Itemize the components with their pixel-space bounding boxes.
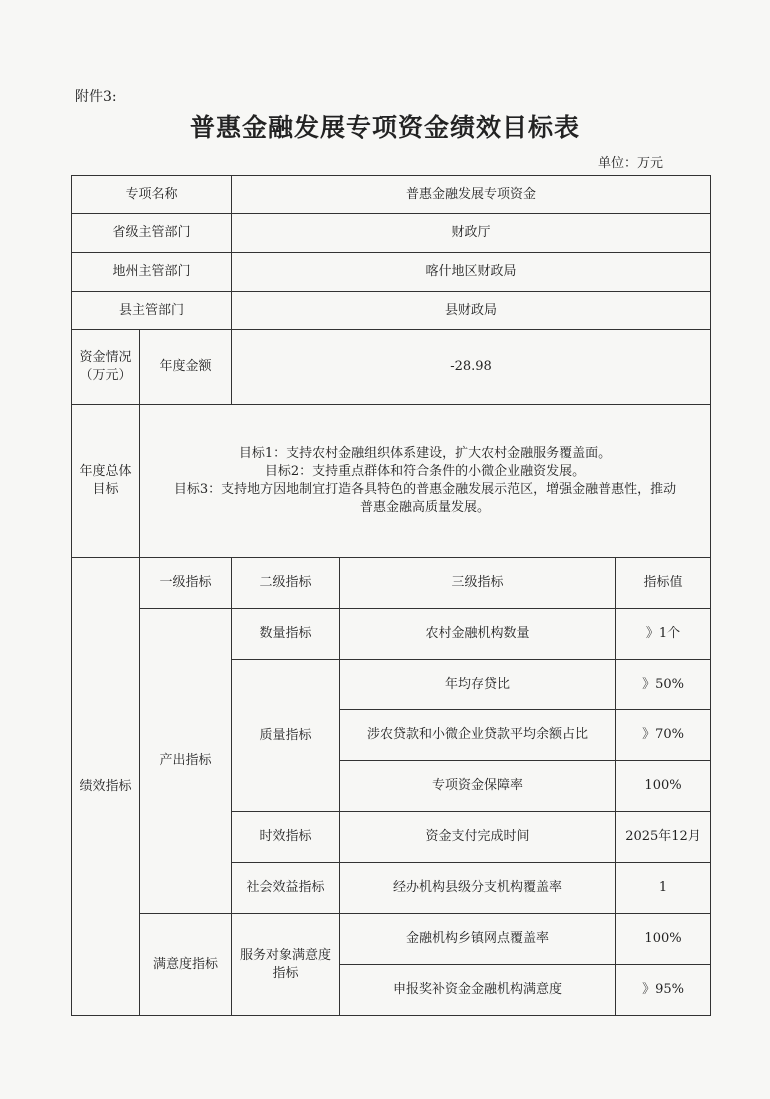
- header-level3: 三级指标: [340, 558, 616, 609]
- row-provincial-dept: [72, 214, 711, 253]
- level1-satisfaction: 满意度指标: [140, 914, 232, 1016]
- indicator-name: 农村金融机构数量: [340, 609, 616, 660]
- document-title: 普惠金融发展专项资金绩效目标表: [189, 113, 580, 142]
- county-dept-value: 县财政局: [232, 292, 711, 330]
- provincial-dept-label: 省级主管部门: [72, 214, 232, 253]
- performance-label: 绩效指标: [72, 558, 140, 1016]
- provincial-dept-value: 财政厅: [232, 214, 711, 253]
- goal-line: 目标3：支持地方因地制宜打造各具特色的普惠金融发展示范区，增强金融普惠性，推动: [173, 482, 677, 497]
- indicator-value: 100%: [616, 914, 711, 965]
- prefecture-dept-label: 地州主管部门: [72, 253, 232, 292]
- header-value: 指标值: [616, 558, 711, 609]
- table-row: [72, 914, 711, 965]
- level2-timeliness: 时效指标: [232, 812, 340, 863]
- annual-amount-value: -28.98: [232, 330, 711, 405]
- goal-line: 普惠金融高质量发展。: [360, 500, 491, 515]
- table-row: [72, 609, 711, 660]
- annual-amount-label: 年度金额: [140, 330, 232, 405]
- level2-quantity: 数量指标: [232, 609, 340, 660]
- indicator-value: 1: [616, 863, 711, 914]
- annual-goals-label: 年度总体目标: [72, 405, 140, 558]
- annual-goals-content: [140, 405, 711, 558]
- indicator-name: 资金支付完成时间: [340, 812, 616, 863]
- indicator-name: 申报奖补资金金融机构满意度: [340, 965, 616, 1016]
- indicator-value: 》95%: [616, 965, 711, 1016]
- level1-output: 产出指标: [140, 609, 232, 914]
- indicator-value: 》70%: [616, 710, 711, 761]
- indicator-name: 金融机构乡镇网点覆盖率: [340, 914, 616, 965]
- row-funds: [72, 330, 711, 405]
- indicator-value: 》50%: [616, 660, 711, 710]
- indicator-value: 》1个: [616, 609, 711, 660]
- performance-target-table: [71, 175, 711, 1016]
- attachment-label: 附件3:: [75, 89, 117, 105]
- row-prefecture-dept: [72, 253, 711, 292]
- indicator-name: 专项资金保障率: [340, 761, 616, 812]
- row-county-dept: [72, 292, 711, 330]
- project-name-value: 普惠金融发展专项资金: [232, 176, 711, 214]
- header-level1: 一级指标: [140, 558, 232, 609]
- row-indicator-headers: [72, 558, 711, 609]
- indicator-name: 涉农贷款和小微企业贷款平均余额占比: [340, 710, 616, 761]
- unit-label: 单位：万元: [598, 156, 664, 171]
- level2-quality: 质量指标: [232, 660, 340, 812]
- level2-social: 社会效益指标: [232, 863, 340, 914]
- header-level2: 二级指标: [232, 558, 340, 609]
- goal-line: 目标2：支持重点群体和符合条件的小微企业融资发展。: [264, 464, 586, 479]
- project-name-label: 专项名称: [72, 176, 232, 214]
- funds-label: 资金情况（万元）: [72, 330, 140, 405]
- indicator-value: 2025年12月: [616, 812, 711, 863]
- prefecture-dept-value: 喀什地区财政局: [232, 253, 711, 292]
- indicator-name: 经办机构县级分支机构覆盖率: [340, 863, 616, 914]
- level2-service: 服务对象满意度指标: [232, 914, 340, 1016]
- indicator-name: 年均存贷比: [340, 660, 616, 710]
- row-project-name: [72, 176, 711, 214]
- goal-line: 目标1：支持农村金融组织体系建设，扩大农村金融服务覆盖面。: [238, 446, 612, 461]
- indicator-value: 100%: [616, 761, 711, 812]
- county-dept-label: 县主管部门: [72, 292, 232, 330]
- row-annual-goals: [72, 405, 711, 558]
